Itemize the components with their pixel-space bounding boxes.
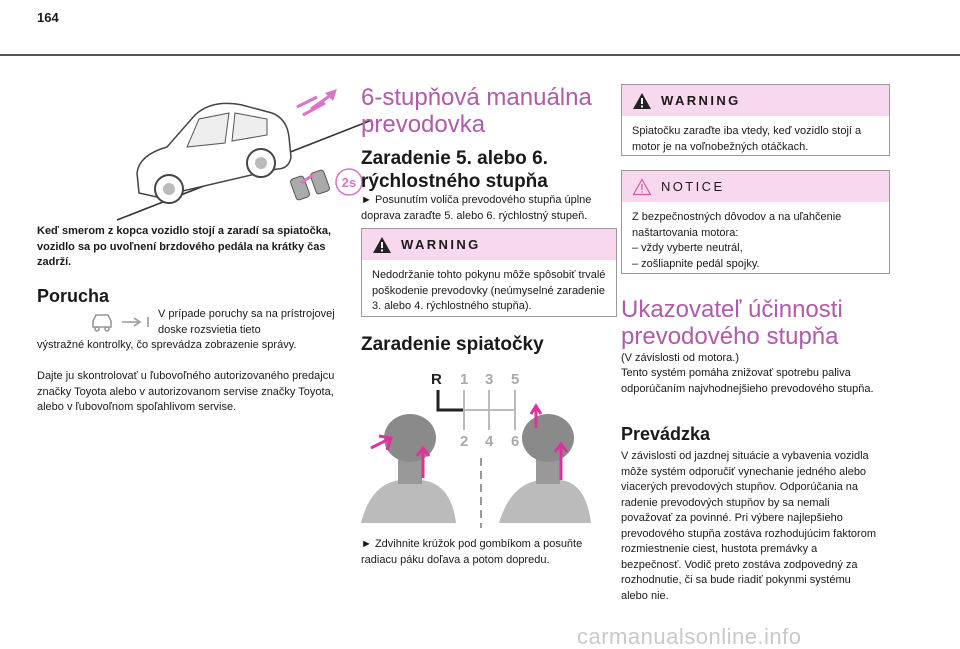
notice-box	[621, 170, 890, 274]
gear-label-1: 1	[460, 371, 469, 388]
heading-porucha: Porucha	[37, 286, 110, 306]
image-caption: Keď smerom z kopca vozidlo stojí a zaradí sa spiatočka, vozidlo sa po uvoľnení brzdového pedála na krátky čas zadrží.	[37, 225, 332, 268]
porucha-text: výstražné kontrolky, čo sprevádza zobrazenie správy.	[37, 339, 297, 351]
heading-reverse: Zaradenie spiatočky	[361, 334, 544, 355]
warning-box-2	[621, 84, 890, 156]
notice-item: – zošliapnite pedál spojky.	[632, 257, 760, 270]
notice-item: – vždy vyberte neutrál,	[632, 242, 743, 254]
warning-text: Nedodržanie tohto pokynu môže spôsobiť trvalé poškodenie prevodovky (neúmyselné zaradenie 3. alebo 4. rýchlostného stupňa).	[372, 269, 606, 312]
watermark: carmanualsonline.info	[577, 624, 802, 649]
warning-header-2	[622, 85, 889, 116]
notice-label: NOTICE	[661, 179, 725, 194]
section-title-indicator: Ukazovateľ účinnosti prevodového stupňa	[621, 296, 843, 350]
timer-badge: 2s	[341, 175, 357, 190]
header-rule	[0, 54, 960, 56]
notice-icon	[632, 178, 652, 196]
step-gear-5-6: ► Posunutím voliča prevodového stupňa úplne doprava zaraďte 5. alebo 6. rýchlostný stupeň.	[361, 194, 592, 222]
gear-label-2: 2	[460, 433, 469, 450]
indicator-intro-1: (V závislosti od motora.)	[621, 352, 739, 364]
warning-lights-icons	[90, 311, 154, 333]
warning-icon	[372, 236, 392, 254]
section-title-gearbox: 6-stupňová manuálna prevodovka	[361, 84, 592, 138]
operation-text: V závislosti od jazdnej situácie a vybavenia vozidla môže systém odporučiť vynechanie jedného alebo viacerých prevodových stupňov. Odporúčania na radenie prevodových stupňov by sa nemali považovať za povinné. Pri výbere najlepšieho prevodového stupňa zostáva rozhodujúcim faktorom rozmiestnenie ciest, hustota premávky a bezpečnosť. Vodič preto zostáva zodpovedný za rozhodnutie, či sa bude riadiť pokynmi systému alebo nie.	[621, 450, 876, 602]
warning-label: WARNING	[401, 237, 481, 252]
heading-operation: Prevádzka	[621, 424, 711, 444]
heading-gear-5-6: Zaradenie 5. alebo 6. rýchlostného stupňa	[361, 148, 548, 192]
page-number: 164	[37, 10, 59, 25]
notice-text: Z bezpečnostných dôvodov a na uľahčenie naštartovania motora:	[632, 211, 842, 239]
warning-box-1	[361, 228, 617, 317]
gear-label-6: 6	[511, 433, 520, 450]
warning-icon	[632, 92, 652, 110]
indicator-intro-2: Tento systém pomáha znižovať spotrebu paliva odporúčaním najvhodnejšieho prevodového stupňa.	[621, 367, 874, 395]
porucha-intro: V prípade poruchy sa na prístrojovej doske rozsvietia tieto	[158, 308, 335, 336]
gear-knob-right	[499, 406, 591, 523]
warning-text-2: Spiatočku zaraďte iba vtedy, keď vozidlo stojí a motor je na voľnobežných otáčkach.	[632, 125, 862, 153]
warning-label-2: WARNING	[661, 93, 741, 108]
car-on-slope-illustration	[117, 85, 377, 223]
notice-header	[622, 171, 889, 202]
gear-label-5: 5	[511, 371, 520, 388]
gear-shift-diagram	[361, 368, 617, 530]
gear-label-r: R	[431, 371, 442, 388]
step-reverse: ► Zdvihnite krúžok pod gombíkom a posuňte radiacu páku doľava a potom dopredu.	[361, 538, 583, 566]
gear-knob-left	[361, 414, 456, 523]
gear-label-3: 3	[485, 371, 494, 388]
warning-header	[362, 229, 616, 260]
porucha-service-text: Dajte ju skontrolovať u ľubovoľného autorizovaného predajcu značky Toyota alebo v autorizovanom servise značky Toyota, alebo v ľubovoľnom spoľahlivom servise.	[37, 370, 335, 413]
gear-label-4: 4	[485, 433, 494, 450]
